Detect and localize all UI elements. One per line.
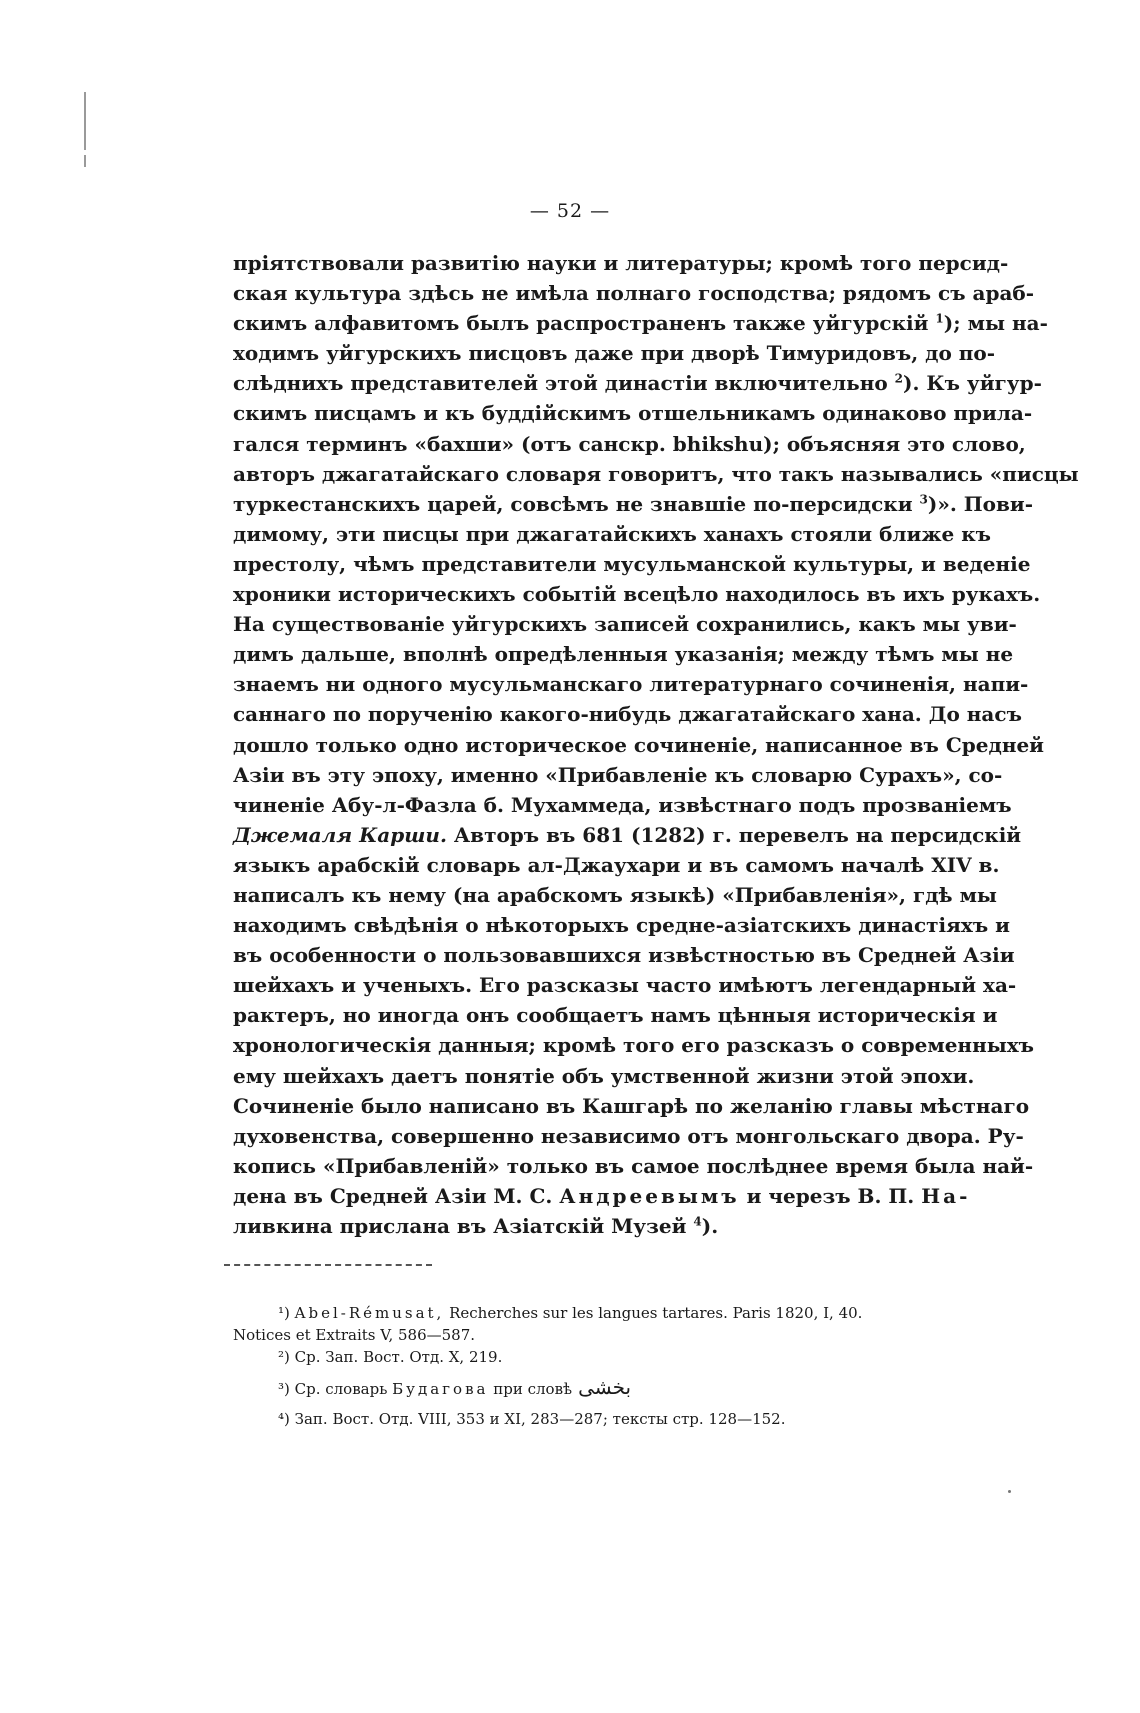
text-line: дена въ Средней Азіи М. С. Андреевымъ и черезъ В. П. На- (233, 1183, 971, 1208)
footnote-ref: 3 (919, 492, 928, 507)
text-line: димъ дальше, вполнѣ опредѣленныя указанія; между тѣмъ мы не (233, 642, 1014, 667)
italic-name: Джемаля Карши. (233, 822, 447, 847)
text-line: рактеръ, но иногда онъ сообщаетъ намъ цѣнныя историческія и (233, 1003, 998, 1028)
footnote-1-continued: Notices et Extraits V, 586—587. (233, 1326, 476, 1344)
author-name: Abel-Rémusat, (294, 1304, 445, 1322)
text-line: хроники историческихъ событій всецѣло находилось въ ихъ рукахъ. (233, 582, 1041, 607)
text-line: языкъ арабскій словарь ал-Джаухари и въ самомъ началѣ XIV в. (233, 852, 1000, 877)
text-line: скимъ алфавитомъ былъ распространенъ также уйгурскій $^1$); мы на- (233, 311, 1048, 336)
text-line: авторъ джагатайскаго словаря говоритъ, что такъ назывались «писцы (233, 461, 1079, 486)
margin-mark (84, 155, 86, 167)
text-line: шейхахъ и ученыхъ. Его разсказы часто имѣютъ легендарный ха- (233, 973, 1017, 998)
footnote-ref: 4 (693, 1214, 702, 1229)
text-line: ливкина прислана въ Азіатскій Музей $^4$). (233, 1214, 719, 1238)
text-line: скимъ писцамъ и къ буддійскимъ отшельникамъ одинаково прила- (233, 401, 1033, 426)
spaced-name: Андреевымъ (559, 1183, 740, 1208)
text-line: ская культура здѣсь не имѣла полнаго господства; рядомъ съ араб- (233, 281, 1035, 306)
text-line: духовенства, совершенно независимо отъ монгольскаго двора. Ру- (233, 1123, 1024, 1148)
page-number: — 52 — (529, 200, 611, 222)
text-line: саннаго по порученію какого-нибудь джагатайскаго хана. До насъ (233, 702, 1022, 727)
footnotes (233, 1302, 961, 1430)
text-line: престолу, чѣмъ представители мусульманской культуры, и веденіе (233, 551, 1031, 576)
footnote-ref: 1 (935, 311, 944, 326)
footnote-3: ³) Ср. словарь Будагова при словѣ بخشى (278, 1375, 632, 1399)
text-line: гался терминъ «бахши» (отъ санскр. bhikshu); объясняя это слово, (233, 431, 1026, 456)
text-line: въ особенности о пользовавшихся извѣстностью въ Средней Азіи (233, 943, 1015, 968)
text-line: написалъ къ нему (на арабскомъ языкѣ) «Прибавленія», гдѣ мы (233, 882, 997, 907)
arabic-word: بخشى (578, 1375, 632, 1399)
main-text (233, 248, 1079, 1241)
spaced-name: На- (921, 1183, 971, 1208)
text-line: дошло только одно историческое сочиненіе, написанное въ Средней (233, 732, 1045, 757)
footnote-1: ¹) Abel-Rémusat, Recherches sur les langues tartares. Paris 1820, I, 40. (278, 1304, 863, 1322)
text-line: копись «Прибавленій» только въ самое послѣднее время была най- (233, 1153, 1034, 1178)
scan-speck (1008, 1490, 1011, 1493)
text-line: ходимъ уйгурскихъ писцовъ даже при дворѣ Тимуридовъ, до по- (233, 341, 996, 366)
text-line: Джемаля Карши. Авторъ въ 681 (1282) г. перевелъ на персидскій (233, 822, 1022, 847)
footnote-separator (224, 1264, 432, 1266)
text-line: Сочиненіе было написано въ Кашгарѣ по желанію главы мѣстнаго (233, 1093, 1030, 1118)
text-line: знаемъ ни одного мусульманскаго литературнаго сочиненія, напи- (233, 672, 1029, 697)
text-line: чиненіе Абу-л-Фазла б. Мухаммеда, извѣстнаго подъ прозваніемъ (233, 792, 1012, 817)
text-line: димому, эти писцы при джагатайскихъ ханахъ стояли ближе къ (233, 521, 992, 546)
footnote-4: ⁴) Зап. Вост. Отд. VIII, 353 и XI, 283—287; тексты стр. 128—152. (278, 1410, 786, 1428)
text-line: туркестанскихъ царей, совсѣмъ не знавшіе по-персидски $^3$)». Пови- (233, 491, 1034, 516)
text-line: находимъ свѣдѣнія о нѣкоторыхъ средне-азіатскихъ династіяхъ и (233, 913, 1010, 938)
text-line: пріятствовали развитію науки и литературы; кромѣ того персид- (233, 251, 1009, 275)
text-line: На существованіе уйгурскихъ записей сохранились, какъ мы уви- (233, 612, 1017, 637)
text-line: Азіи въ эту эпоху, именно «Прибавленіе къ словарю Сурахъ», со- (233, 762, 1003, 787)
text-line: ему шейхахъ даетъ понятіе объ умственной жизни этой эпохи. (233, 1063, 975, 1088)
footnote-ref: 2 (894, 371, 904, 386)
author-name: Будагова (392, 1380, 489, 1398)
margin-mark (84, 92, 86, 150)
footnote-2: ²) Ср. Зап. Вост. Отд. X, 219. (278, 1348, 503, 1366)
text-line: слѣднихъ представителей этой династіи включительно $^2$). Къ уйгур- (233, 371, 1042, 396)
text-line: хронологическія данныя; кромѣ того его разсказъ о современныхъ (233, 1033, 1035, 1058)
